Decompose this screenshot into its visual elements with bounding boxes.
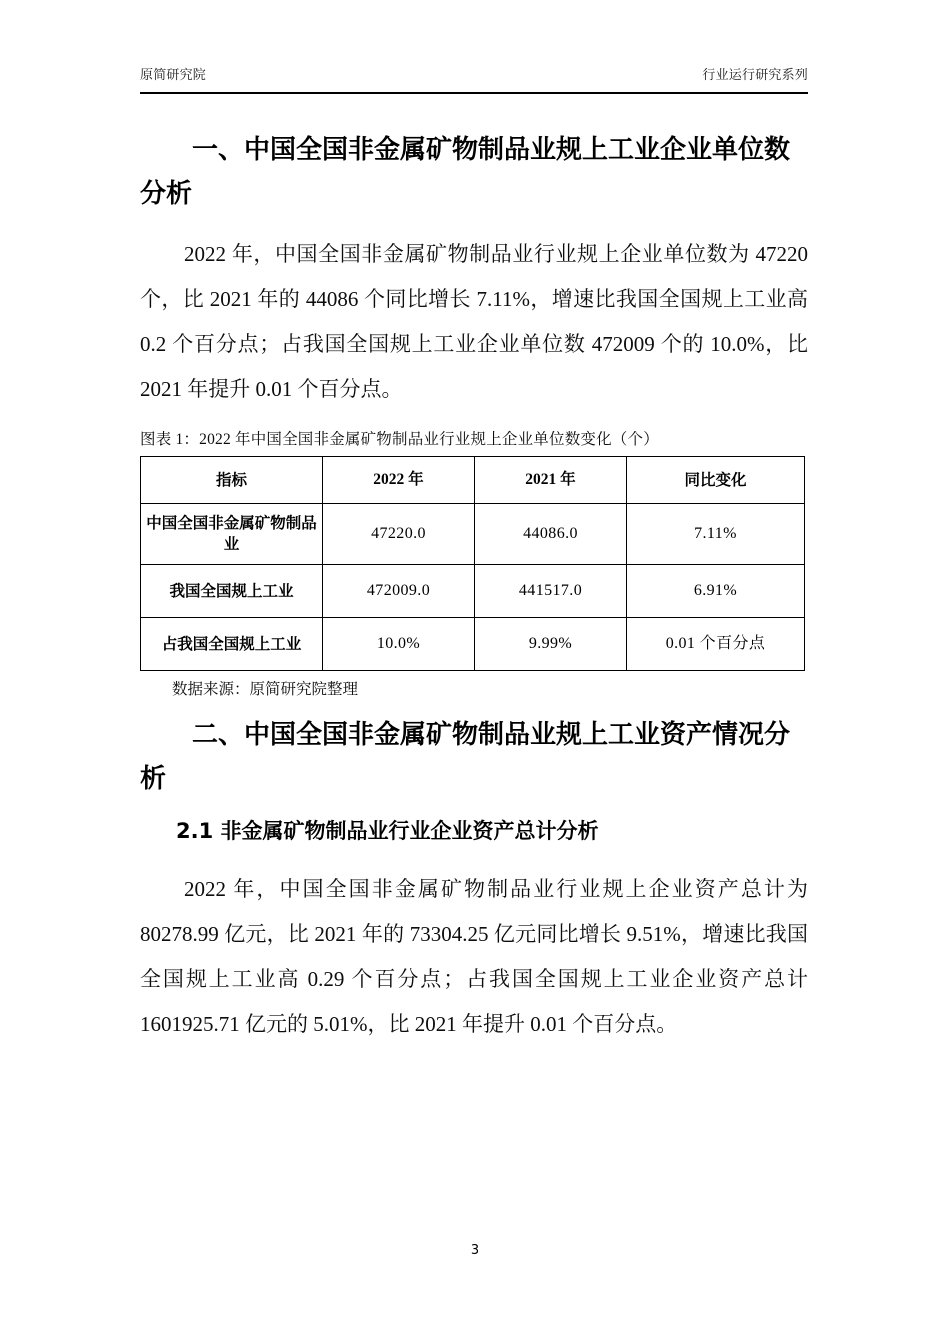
page-number: 3 xyxy=(470,1243,480,1258)
table-cell-label: 占我国全国规上工业 xyxy=(141,618,323,671)
table-cell-2022: 472009.0 xyxy=(323,565,475,618)
spacer xyxy=(140,412,808,428)
table-cell-2021: 441517.0 xyxy=(475,565,627,618)
section-2-heading: 二、中国全国非金属矿物制品业规上工业资产情况分析 xyxy=(140,720,791,794)
table-header-2021: 2021 年 xyxy=(475,457,627,504)
table-cell-label: 中国全国非金属矿物制品业 xyxy=(141,504,323,565)
table-row xyxy=(141,565,805,618)
figure-1-caption: 图表 1：2022 年中国全国非金属矿物制品业行业规上企业单位数变化（个） xyxy=(140,431,659,448)
header-right-label: 行业运行研究系列 xyxy=(702,68,808,83)
table-cell-label: 我国全国规上工业 xyxy=(141,565,323,618)
header-divider xyxy=(140,92,808,94)
table-row xyxy=(141,504,805,565)
spacer xyxy=(140,216,808,232)
spacer xyxy=(140,703,808,713)
table-cell-change: 0.01 个百分点 xyxy=(627,618,805,671)
section-1-paragraph: 2022 年，中国全国非金属矿物制品业行业规上企业单位数为 47220 个，比 2021 年的 44086 个同比增长 7.11%，增速比我国全国规上工业高 0.2 个百分点；占我国全国规上工业企业单位数 472009 个的 10.0%，比 2021 年提升 0.01 个百分点。 xyxy=(140,242,808,401)
document-content xyxy=(140,128,808,1047)
table-cell-2022: 47220.0 xyxy=(323,504,475,565)
section-1-heading: 一、中国全国非金属矿物制品业规上工业企业单位数分析 xyxy=(140,135,791,209)
table-cell-2022: 10.0% xyxy=(323,618,475,671)
table-header-indicator: 指标 xyxy=(141,457,323,504)
table-header-row xyxy=(141,457,805,504)
section-2-paragraph: 2022 年，中国全国非金属矿物制品业行业规上企业资产总计为 80278.99 亿元，比 2021 年的 73304.25 亿元同比增长 9.51%，增速比我国全国规上工业高 0.29 个百分点；占我国全国规上工业企业资产总计 1601925.71 亿元的 5.01%，比 2021 年提升 0.01 个百分点。 xyxy=(140,877,808,1036)
header-left-label: 原简研究院 xyxy=(140,68,207,83)
spacer xyxy=(140,801,808,811)
table-row xyxy=(141,618,805,671)
table-cell-2021: 44086.0 xyxy=(475,504,627,565)
running-header xyxy=(140,68,808,84)
figure-1-table xyxy=(140,456,805,671)
section-2-1-subheading: 2.1 非金属矿物制品业行业企业资产总计分析 xyxy=(176,819,599,843)
table-cell-change: 6.91% xyxy=(627,565,805,618)
spacer xyxy=(140,851,808,867)
table-cell-2021: 9.99% xyxy=(475,618,627,671)
table-header-change: 同比变化 xyxy=(627,457,805,504)
table-cell-change: 7.11% xyxy=(627,504,805,565)
table-header-2022: 2022 年 xyxy=(323,457,475,504)
figure-1-source: 数据来源：原简研究院整理 xyxy=(172,681,359,698)
